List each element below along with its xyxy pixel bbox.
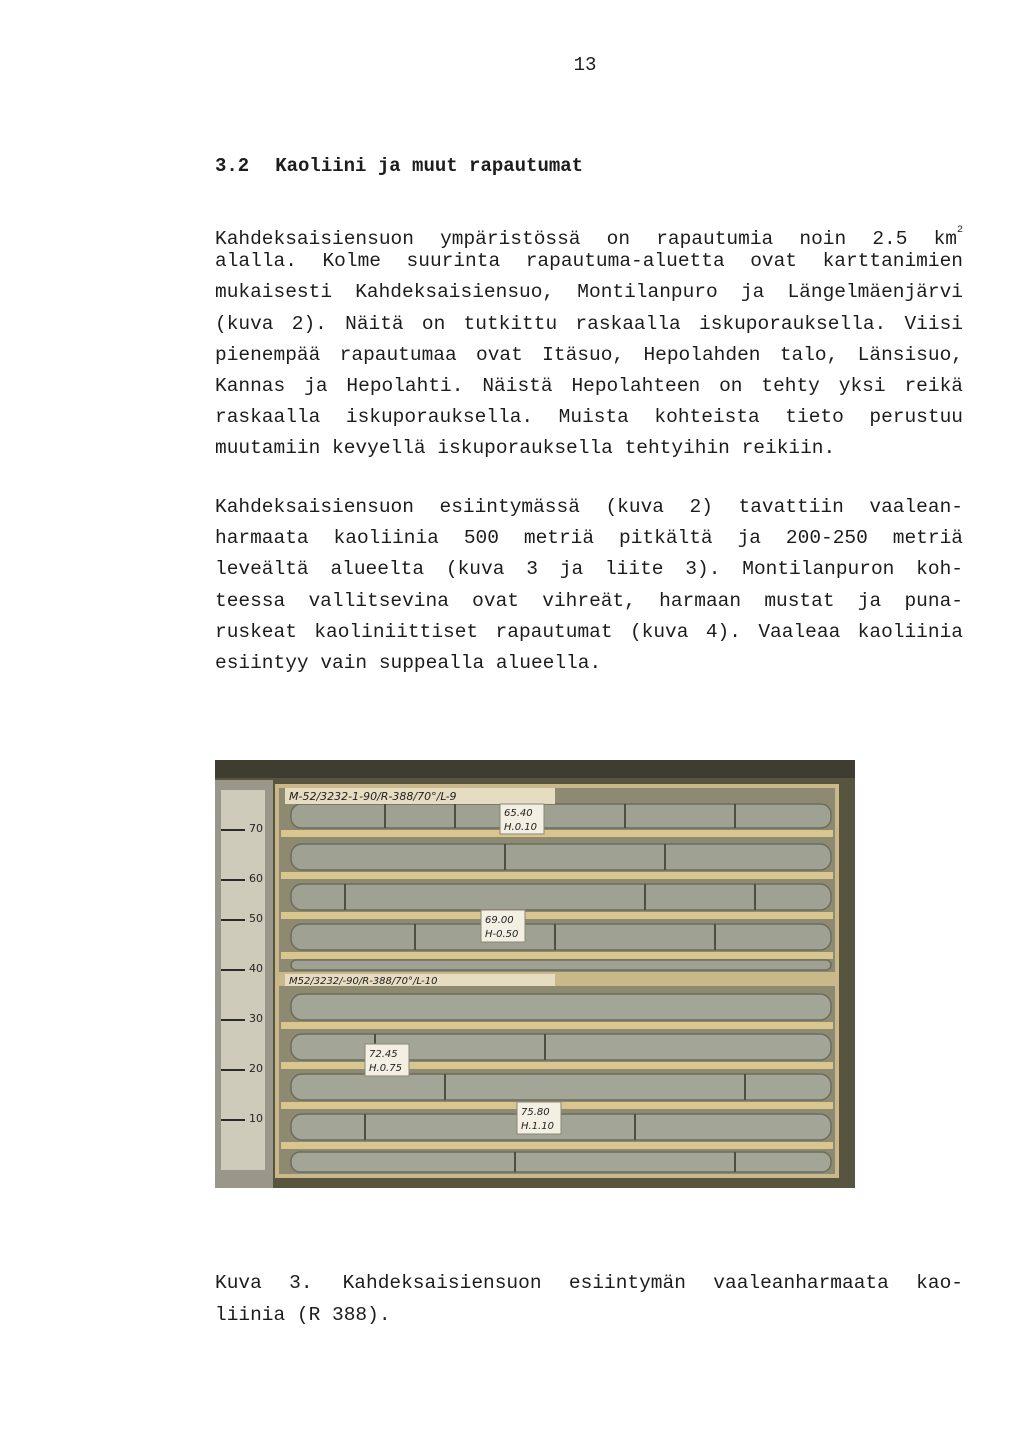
- paragraph-line: esiintyy vain suppealla alueella.: [215, 651, 602, 674]
- box-label: M-52/3232-1-90/R-388/70°/L-9: [289, 790, 457, 803]
- scale-mark: 30: [249, 1012, 263, 1025]
- core-tag-depth: 65.40: [504, 808, 533, 819]
- caption-text: Kahdeksaisiensuon esiintymän vaaleanharmaata kao-: [342, 1272, 963, 1294]
- paragraph-line: teessa vallitsevina ovat vihreät, harmaan mustat ja puna-: [215, 589, 963, 612]
- drill-core-photo-image: [215, 760, 855, 1188]
- box-label: M52/3232/-90/R-388/70°/L-10: [289, 976, 438, 987]
- page-number: 13: [573, 54, 597, 76]
- caption-label: Kuva 3.: [215, 1272, 313, 1294]
- scale-mark: 20: [249, 1062, 263, 1075]
- paragraph-line: pienempää rapautumaa ovat Itäsuo, Hepolahden talo, Länsisuo,: [215, 343, 963, 366]
- paragraph-line: leveältä alueelta (kuva 3 ja liite 3). Montilanpuron koh-: [215, 558, 963, 581]
- core-tag-loss: H.0.10: [504, 822, 537, 833]
- scale-mark: 50: [249, 912, 263, 925]
- core-tag-depth: 69.00: [485, 915, 514, 926]
- paragraph-line: muutamiin kevyellä iskuporauksella tehtyihin reikiin.: [215, 437, 836, 460]
- section-heading: [215, 155, 583, 177]
- scale-mark: 60: [249, 872, 263, 885]
- paragraph-line: mukaisesti Kahdeksaisiensuo, Montilanpuro ja Längelmäenjärvi: [215, 281, 963, 304]
- paragraph-line: [215, 215, 963, 250]
- paragraph-line: (kuva 2). Näitä on tutkittu raskaalla iskuporauksella. Viisi: [215, 312, 963, 335]
- paragraph-2: [215, 492, 963, 679]
- core-tag-depth: 72.45: [369, 1049, 398, 1060]
- core-tag-loss: H.0.75: [369, 1063, 402, 1074]
- caption-line: liinia (R 388).: [215, 1303, 391, 1326]
- core-tag-depth: 75.80: [521, 1107, 550, 1118]
- caption-line: [215, 1268, 963, 1300]
- superscript: 2: [956, 225, 963, 236]
- scale-mark: 70: [249, 822, 263, 835]
- scale-mark: 10: [249, 1112, 263, 1125]
- paragraph-line-text: Kahdeksaisiensuon ympäristössä on rapautumia noin 2.5 km: [215, 228, 957, 250]
- paragraph-line: raskaalla iskuporauksella. Muista kohteista tieto perustuu: [215, 406, 963, 429]
- paragraph-line: alalla. Kolme suurinta rapautuma-aluetta ovat karttanimien: [215, 250, 963, 273]
- scale-mark: 40: [249, 962, 263, 975]
- section-number: 3.2: [215, 155, 250, 177]
- paragraph-line: Kannas ja Hepolahti. Näistä Hepolahteen on tehty yksi reikä: [215, 374, 963, 397]
- core-tag-loss: H.1.10: [521, 1121, 554, 1132]
- paragraph-line: harmaata kaoliinia 500 metriä pitkältä ja 200-250 metriä: [215, 527, 963, 550]
- paragraph-1: [215, 215, 963, 465]
- core-tag-loss: H-0.50: [485, 929, 519, 940]
- figure-caption: [215, 1268, 963, 1331]
- section-title: Kaoliini ja muut rapautumat: [275, 155, 584, 177]
- paragraph-line: Kahdeksaisiensuon esiintymässä (kuva 2) tavattiin vaalean-: [215, 496, 963, 518]
- paragraph-line: ruskeat kaoliniittiset rapautumat (kuva 4). Vaaleaa kaoliinia: [215, 620, 963, 643]
- drill-core-photo: [215, 760, 855, 1188]
